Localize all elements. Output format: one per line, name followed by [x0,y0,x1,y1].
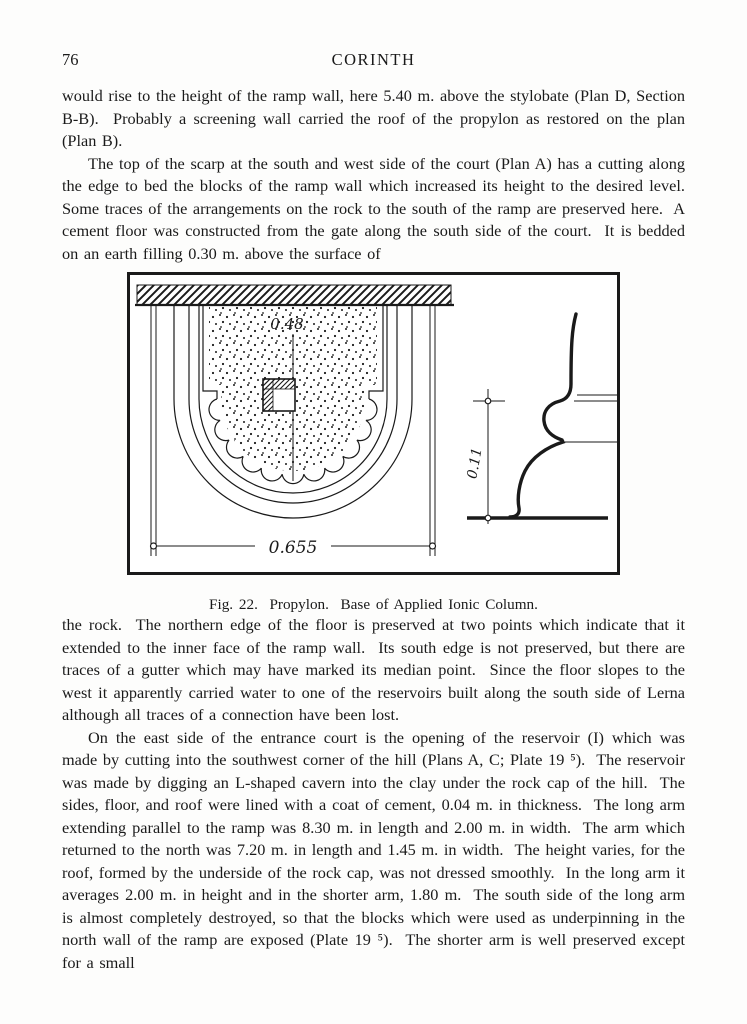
hatched-wall-band [137,285,451,305]
paragraph-2: The top of the scarp at the south and west side of the court (Plan A) has a cutting along the edge to bed the blocks of the ramp wall which increased its height to the desired level. Some traces of the arrangements on the rock to the south of the ramp are preserved here. A cement floor was constructed from the gate along the south side of the court. It is bedded on an earth filling 0.30 m. above the surface of [62,153,697,263]
label-profile-height: 0.11 [464,446,486,481]
paragraph-1: would rise to the height of the ramp wall, here 5.40 m. above the stylobate (Plan D, Section B-B). Probably a screening wall carried the roof of the propylon as restored on the plan (Plan B). [62,86,691,150]
running-title: CORINTH [331,50,416,69]
dowel-square [263,379,295,411]
figure-caption: Fig. 22. Propylon. Base of Applied Ionic Column. [209,596,538,613]
label-top-width: 0.48 [270,315,304,333]
paragraph-4: On the east side of the entrance court is the opening of the reservoir (I) which was made by cutting into the southwest corner of the hill (Plans A, C; Plate 19 ⁵). The reservoir was made by digging an L-shaped cavern into the clay under the rock cap of the hill. The sides, floor, and roof were lined with a coat of cement, 0.04 m. in thickness. The long arm extending parallel to the ramp was 8.30 m. in length and 2.00 m. in width. The arm which returned to the north was 7.20 m. in length and 1.45 m. in width. The height varies, for the roof, formed by the underside of the rock cap, was not dressed smoothly. In the long arm it averages 2.00 m. in height and in the shorter arm, 1.80 m. The south side of the long arm is almost completely destroyed, so that the blocks which were used as underpinning in the north wall of the ramp are exposed (Plate 19 ⁵). The shorter arm is well preserved except for a small [62,727,691,972]
label-bottom-width: 0.655 [268,538,318,558]
running-head [62,50,685,70]
text-column [62,85,697,974]
figure-drawing [127,272,620,575]
page-number: 76 [62,50,79,69]
paragraph-3: the rock. The northern edge of the floor is preserved at two points which indicate that it extended to the inner face of the ramp wall. Its south edge is not preserved, but there are traces of a gutter which may have marked its median point. Since the floor slopes to the west it apparently carried water to one of the reservoirs built along the south side of Lerna although all traces of a connection have been lost. [62,615,691,724]
figure-plate [127,272,620,580]
